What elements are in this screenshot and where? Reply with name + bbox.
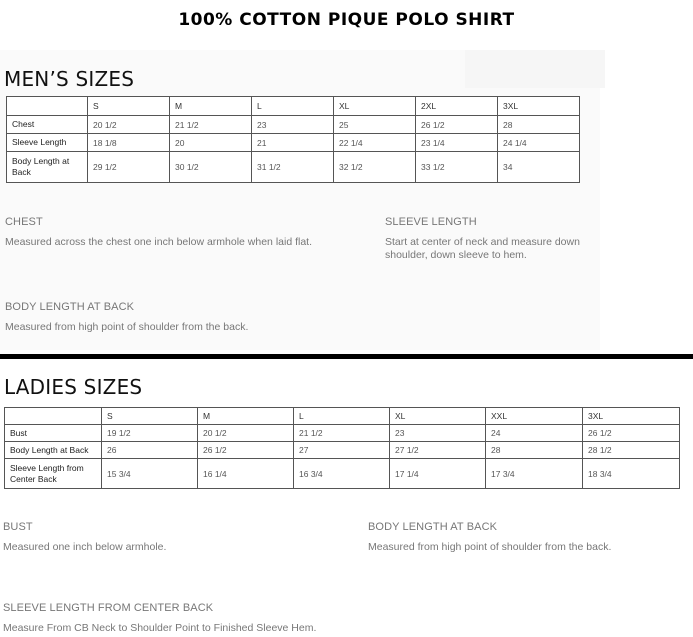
table-cell: 21 1/2 (294, 425, 390, 442)
table-cell: 28 1/2 (583, 442, 680, 459)
table-cell: 20 1/2 (88, 116, 170, 134)
table-row (5, 442, 680, 459)
table-header-cell: L (294, 408, 390, 425)
definition-text: Measured across the chest one inch below armhole when laid flat. (5, 236, 313, 248)
table-header-cell: 3XL (498, 97, 580, 116)
row-label: Chest (7, 116, 88, 134)
table-header-cell: S (88, 97, 170, 116)
row-label: Sleeve Length from Center Back (5, 459, 102, 489)
row-label: Bust (5, 425, 102, 442)
table-cell: 21 (252, 134, 334, 152)
table-cell: 24 1/4 (498, 134, 580, 152)
definition-heading: BODY LENGTH AT BACK (368, 521, 498, 533)
table-cell: 25 (334, 116, 416, 134)
table-cell: 24 (486, 425, 583, 442)
ladies-sizes-heading: LADIES SIZES (4, 375, 143, 399)
table-cell: 32 1/2 (334, 152, 416, 183)
table-row (7, 116, 580, 134)
table-cell: 23 (252, 116, 334, 134)
table-cell: 27 (294, 442, 390, 459)
table-cell: 18 3/4 (583, 459, 680, 489)
definition-text: Measured from high point of shoulder from the back. (368, 541, 612, 553)
definition-heading: SLEEVE LENGTH (385, 216, 477, 228)
table-header-cell (7, 97, 88, 116)
table-cell: 16 1/4 (198, 459, 294, 489)
table-row (5, 459, 680, 489)
table-cell: 29 1/2 (88, 152, 170, 183)
table-cell: 17 1/4 (390, 459, 486, 489)
table-cell: 33 1/2 (416, 152, 498, 183)
table-cell: 27 1/2 (390, 442, 486, 459)
definition-heading: SLEEVE LENGTH FROM CENTER BACK (3, 602, 214, 614)
table-cell: 22 1/4 (334, 134, 416, 152)
table-cell: 21 1/2 (170, 116, 252, 134)
table-header-cell: M (198, 408, 294, 425)
definition-text: Measured from high point of shoulder from the back. (5, 321, 249, 333)
table-cell: 26 1/2 (198, 442, 294, 459)
definition-text: Start at center of neck and measure down shoulder, down sleeve to hem. (385, 236, 580, 261)
table-cell: 23 (390, 425, 486, 442)
table-header-cell: S (102, 408, 198, 425)
table-header-cell: 3XL (583, 408, 680, 425)
table-cell: 15 3/4 (102, 459, 198, 489)
table-header-row (5, 408, 680, 425)
table-header-cell: XL (390, 408, 486, 425)
table-header-cell: XL (334, 97, 416, 116)
table-cell: 20 1/2 (198, 425, 294, 442)
table-cell: 16 3/4 (294, 459, 390, 489)
table-cell: 17 3/4 (486, 459, 583, 489)
table-header-row (7, 97, 580, 116)
table-row (7, 134, 580, 152)
table-header-cell (5, 408, 102, 425)
table-header-cell: M (170, 97, 252, 116)
definition-heading: BUST (3, 521, 33, 533)
table-cell: 18 1/8 (88, 134, 170, 152)
definition-heading: CHEST (5, 216, 43, 228)
table-cell: 28 (486, 442, 583, 459)
table-cell: 30 1/2 (170, 152, 252, 183)
definition-text: Measure From CB Neck to Shoulder Point to Finished Sleeve Hem. (3, 622, 317, 634)
table-cell: 28 (498, 116, 580, 134)
table-cell: 31 1/2 (252, 152, 334, 183)
table-cell: 20 (170, 134, 252, 152)
row-label: Sleeve Length (7, 134, 88, 152)
table-cell: 19 1/2 (102, 425, 198, 442)
section-divider (0, 354, 693, 359)
table-row (5, 425, 680, 442)
table-row (7, 152, 580, 183)
table-cell: 23 1/4 (416, 134, 498, 152)
table-cell: 34 (498, 152, 580, 183)
table-header-cell: L (252, 97, 334, 116)
table-header-cell: XXL (486, 408, 583, 425)
mens-sizes-heading: MEN’S SIZES (4, 67, 135, 91)
decorative-box (465, 50, 605, 88)
ladies-size-table (4, 407, 680, 489)
table-header-cell: 2XL (416, 97, 498, 116)
table-cell: 26 1/2 (583, 425, 680, 442)
page-title: 100% COTTON PIQUE POLO SHIRT (178, 10, 515, 30)
table-cell: 26 1/2 (416, 116, 498, 134)
mens-size-table (6, 96, 580, 183)
row-label: Body Length at Back (5, 442, 102, 459)
definition-text: Measured one inch below armhole. (3, 541, 167, 553)
row-label: Body Length at Back (7, 152, 88, 183)
definition-heading: BODY LENGTH AT BACK (5, 301, 135, 313)
table-cell: 26 (102, 442, 198, 459)
